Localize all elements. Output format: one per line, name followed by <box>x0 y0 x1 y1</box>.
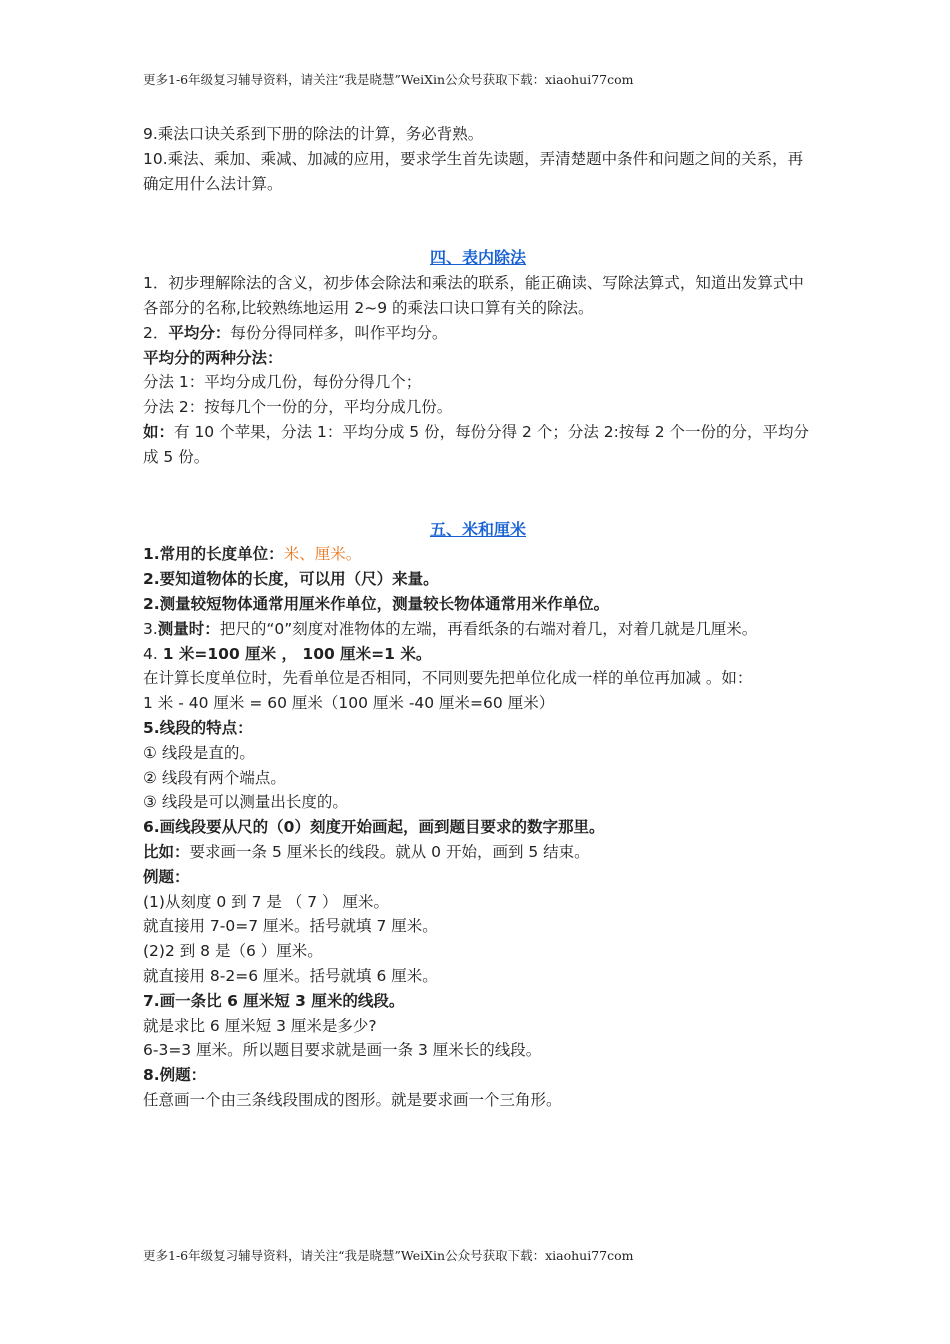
page-header: 更多1-6年级复习辅导资料，请关注“我是晓慧”WeiXin公众号获取下载：xiaohui77com <box>143 72 634 87</box>
page-footer: 更多1-6年级复习辅导资料，请关注“我是晓慧”WeiXin公众号获取下载：xiaohui77com <box>143 1248 634 1263</box>
s5-item-20: 就是求比 6 厘米短 3 厘米是多少? <box>143 1016 377 1035</box>
s5-item-13-label: 比如： <box>143 842 190 861</box>
s5-item-8: 5.线段的特点： <box>143 718 253 737</box>
s5-item-21: 6-3=3 厘米。所以题目要求就是画一条 3 厘米长的线段。 <box>143 1041 542 1060</box>
s5-item-1-label: 1.常用的长度单位： <box>143 545 284 564</box>
s5-item-16: 就直接用 7-0=7 厘米。括号就填 7 厘米。 <box>143 917 438 936</box>
s5-item-19: 7.画一条比 6 厘米短 3 厘米的线段。 <box>143 991 405 1010</box>
s4-item-4: 分法 1：平均分成几份，每份分得几个； <box>143 373 422 392</box>
s5-item-22: 8.例题： <box>143 1066 207 1085</box>
spacer <box>143 470 813 518</box>
s5-item-23: 任意画一个由三条线段围成的图形。就是要求画一个三角形。 <box>143 1090 562 1109</box>
s5-item-3: 2.测量较短物体通常用厘米作单位，测量较长物体通常用米作单位。 <box>143 594 610 613</box>
intro-item-10: 10.乘法、乘加、乘减、加减的应用，要求学生首先读题，弄清楚题中条件和问题之间的关系，再确定用什么法计算。 <box>143 149 804 193</box>
s5-item-7: 1 米 - 40 厘米 = 60 厘米（100 厘米 -40 厘米=60 厘米） <box>143 694 555 713</box>
s5-item-4 <box>143 617 813 642</box>
document-body <box>143 122 813 1113</box>
s4-item-2-label: 平均分： <box>168 323 231 342</box>
s4-item-1: 1．初步理解除法的含义，初步体会除法和乘法的联系，能正确读、写除法算式，知道出发算式中各部分的名称,比较熟练地运用 2~9 的乘法口诀口算有关的除法。 <box>143 274 804 317</box>
s5-item-6: 在计算长度单位时，先看单位是否相同，不同则要先把单位化成一样的单位再加减 。如： <box>143 669 753 688</box>
s4-item-2-prefix: 2． <box>143 323 169 342</box>
s5-item-1 <box>143 542 813 567</box>
s4-item-6-text: 有 10 个苹果，分法 1：平均分成 5 份，每份分得 2 个；分法 2:按每 2 个一份的分，平均分成 5 份。 <box>143 422 810 466</box>
s5-item-14: 例题： <box>143 867 190 886</box>
s5-item-15: (1)从刻度 0 到 7 是 （ 7 ） 厘米。 <box>143 892 389 911</box>
intro-item-9: 9.乘法口诀关系到下册的除法的计算，务必背熟。 <box>143 125 484 143</box>
s5-item-1-value: 米、厘米。 <box>283 545 362 564</box>
s5-item-10: ② 线段有两个端点。 <box>143 768 286 787</box>
s4-item-2 <box>143 321 813 346</box>
s5-item-4-prefix: 3. <box>143 619 158 638</box>
s5-item-13-text: 要求画一条 5 厘米长的线段。就从 0 开始，画到 5 结束。 <box>189 842 590 861</box>
s5-item-9: ① 线段是直的。 <box>143 743 255 762</box>
section-5-title: 五、米和厘米 <box>429 519 526 539</box>
s4-item-2-text: 每份分得同样多，叫作平均分。 <box>230 323 448 342</box>
section-4-title: 四、表内除法 <box>429 248 526 268</box>
s5-item-17: (2)2 到 8 是（6 ）厘米。 <box>143 942 323 961</box>
s5-item-11: ③ 线段是可以测量出长度的。 <box>143 793 348 812</box>
spacer <box>143 196 813 246</box>
s5-item-18: 就直接用 8-2=6 厘米。括号就填 6 厘米。 <box>143 966 438 985</box>
s5-item-5-bold: 1 米=100 厘米 ， 100 厘米=1 米。 <box>162 644 432 663</box>
s5-item-5 <box>143 642 813 667</box>
s4-item-6-label: 如： <box>143 422 175 441</box>
s4-item-5: 分法 2：按每几个一份的分，平均分成几份。 <box>143 398 453 417</box>
s5-item-4-text: 把尺的“0”刻度对准物体的左端，再看纸条的右端对着几，对着几就是几厘米。 <box>219 619 758 638</box>
s4-item-3: 平均分的两种分法： <box>143 348 283 367</box>
s5-item-4-label: 测量时： <box>157 619 220 638</box>
s5-item-13 <box>143 840 813 865</box>
s5-item-5-prefix: 4. <box>143 644 163 663</box>
s5-item-12: 6.画线段要从尺的（0）刻度开始画起，画到题目要求的数字那里。 <box>143 818 605 837</box>
s5-item-2: 2.要知道物体的长度，可以用（尺）来量。 <box>143 570 439 589</box>
s4-item-6 <box>143 420 813 470</box>
